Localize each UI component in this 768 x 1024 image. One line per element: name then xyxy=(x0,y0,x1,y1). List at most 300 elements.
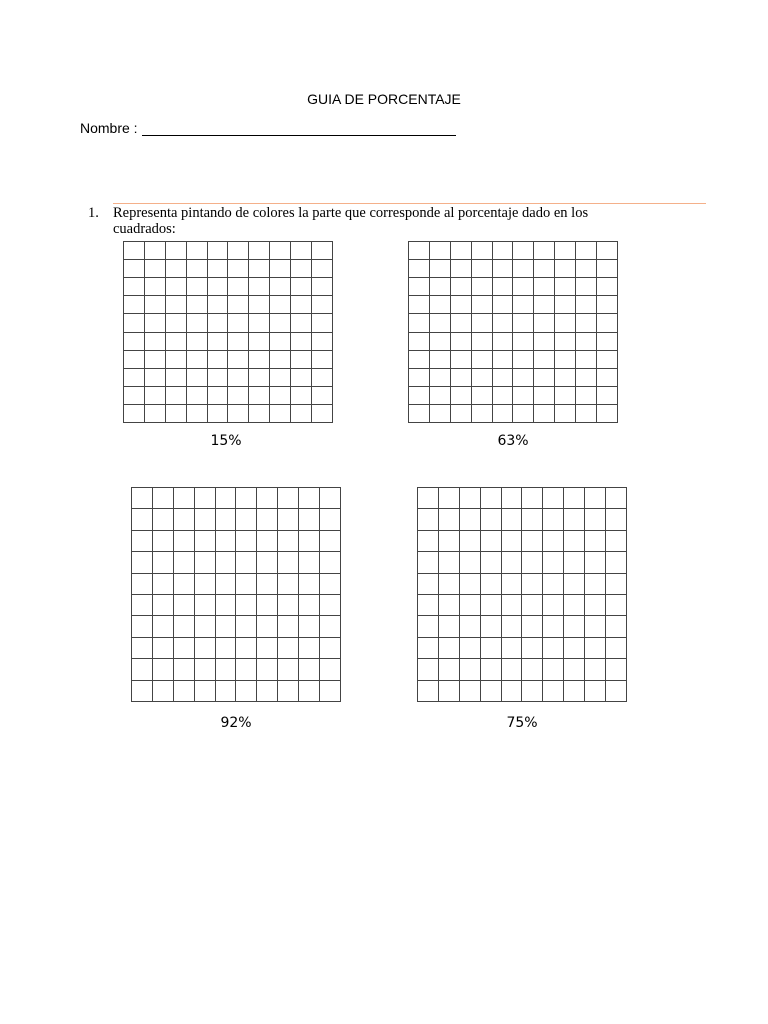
grid-cell[interactable] xyxy=(430,314,451,332)
grid-cell[interactable] xyxy=(228,369,249,387)
grid-cell[interactable] xyxy=(270,405,291,423)
grid-cell[interactable] xyxy=(439,638,460,659)
grid-cell[interactable] xyxy=(555,278,576,296)
grid-cell[interactable] xyxy=(228,296,249,314)
grid-cell[interactable] xyxy=(439,659,460,680)
grid-cell[interactable] xyxy=(208,296,229,314)
grid-cell[interactable] xyxy=(451,369,472,387)
grid-cell[interactable] xyxy=(124,314,145,332)
grid-cell[interactable] xyxy=(481,681,502,702)
grid-cell[interactable] xyxy=(312,351,333,369)
grid-cell[interactable] xyxy=(257,531,278,552)
grid-cell[interactable] xyxy=(195,616,216,637)
grid-cell[interactable] xyxy=(585,638,606,659)
grid-cell[interactable] xyxy=(132,659,153,680)
grid-cell[interactable] xyxy=(555,296,576,314)
grid-cell[interactable] xyxy=(270,260,291,278)
grid-cell[interactable] xyxy=(257,574,278,595)
grid-cell[interactable] xyxy=(555,242,576,260)
grid-cell[interactable] xyxy=(174,616,195,637)
grid-cell[interactable] xyxy=(502,574,523,595)
grid-cell[interactable] xyxy=(278,488,299,509)
grid-cell[interactable] xyxy=(124,351,145,369)
grid-cell[interactable] xyxy=(564,595,585,616)
grid-cell[interactable] xyxy=(460,488,481,509)
grid-cell[interactable] xyxy=(187,405,208,423)
grid-cell[interactable] xyxy=(291,260,312,278)
grid-cell[interactable] xyxy=(564,681,585,702)
grid-cell[interactable] xyxy=(522,488,543,509)
grid-cell[interactable] xyxy=(451,260,472,278)
grid-cell[interactable] xyxy=(291,369,312,387)
grid-cell[interactable] xyxy=(249,405,270,423)
grid-cell[interactable] xyxy=(320,488,341,509)
grid-cell[interactable] xyxy=(481,488,502,509)
grid-cell[interactable] xyxy=(576,351,597,369)
grid-cell[interactable] xyxy=(187,387,208,405)
grid-cell[interactable] xyxy=(555,387,576,405)
grid-cell[interactable] xyxy=(124,369,145,387)
grid-cell[interactable] xyxy=(299,574,320,595)
grid-cell[interactable] xyxy=(502,638,523,659)
grid-cell[interactable] xyxy=(409,314,430,332)
grid-cell[interactable] xyxy=(472,387,493,405)
grid-cell[interactable] xyxy=(606,509,627,530)
grid-cell[interactable] xyxy=(597,369,618,387)
grid-cell[interactable] xyxy=(166,314,187,332)
grid-cell[interactable] xyxy=(187,296,208,314)
grid-cell[interactable] xyxy=(236,552,257,573)
grid-cell[interactable] xyxy=(166,387,187,405)
grid-cell[interactable] xyxy=(418,681,439,702)
grid-cell[interactable] xyxy=(291,405,312,423)
grid-cell[interactable] xyxy=(174,595,195,616)
hundred-grid-92[interactable] xyxy=(131,487,341,702)
grid-cell[interactable] xyxy=(153,509,174,530)
grid-cell[interactable] xyxy=(132,595,153,616)
grid-cell[interactable] xyxy=(153,552,174,573)
grid-cell[interactable] xyxy=(430,333,451,351)
grid-cell[interactable] xyxy=(460,638,481,659)
grid-cell[interactable] xyxy=(208,242,229,260)
grid-cell[interactable] xyxy=(606,595,627,616)
grid-cell[interactable] xyxy=(174,659,195,680)
grid-cell[interactable] xyxy=(187,260,208,278)
grid-cell[interactable] xyxy=(409,369,430,387)
grid-cell[interactable] xyxy=(195,681,216,702)
grid-cell[interactable] xyxy=(312,369,333,387)
grid-cell[interactable] xyxy=(513,369,534,387)
grid-cell[interactable] xyxy=(145,260,166,278)
grid-cell[interactable] xyxy=(187,369,208,387)
grid-cell[interactable] xyxy=(236,509,257,530)
grid-cell[interactable] xyxy=(249,333,270,351)
grid-cell[interactable] xyxy=(585,509,606,530)
grid-cell[interactable] xyxy=(236,638,257,659)
grid-cell[interactable] xyxy=(576,333,597,351)
grid-cell[interactable] xyxy=(278,616,299,637)
grid-cell[interactable] xyxy=(299,509,320,530)
grid-cell[interactable] xyxy=(270,333,291,351)
grid-cell[interactable] xyxy=(320,638,341,659)
grid-cell[interactable] xyxy=(249,260,270,278)
grid-cell[interactable] xyxy=(585,574,606,595)
grid-cell[interactable] xyxy=(270,278,291,296)
grid-cell[interactable] xyxy=(195,574,216,595)
grid-cell[interactable] xyxy=(195,488,216,509)
grid-cell[interactable] xyxy=(166,369,187,387)
grid-cell[interactable] xyxy=(576,369,597,387)
grid-cell[interactable] xyxy=(228,333,249,351)
grid-cell[interactable] xyxy=(493,260,514,278)
grid-cell[interactable] xyxy=(278,552,299,573)
grid-cell[interactable] xyxy=(216,509,237,530)
grid-cell[interactable] xyxy=(278,574,299,595)
grid-cell[interactable] xyxy=(153,531,174,552)
grid-cell[interactable] xyxy=(439,509,460,530)
grid-cell[interactable] xyxy=(236,574,257,595)
grid-cell[interactable] xyxy=(249,278,270,296)
grid-cell[interactable] xyxy=(208,369,229,387)
grid-cell[interactable] xyxy=(597,242,618,260)
grid-cell[interactable] xyxy=(249,242,270,260)
grid-cell[interactable] xyxy=(270,314,291,332)
grid-cell[interactable] xyxy=(166,260,187,278)
grid-cell[interactable] xyxy=(502,509,523,530)
grid-cell[interactable] xyxy=(451,351,472,369)
grid-cell[interactable] xyxy=(576,405,597,423)
grid-cell[interactable] xyxy=(481,509,502,530)
grid-cell[interactable] xyxy=(564,616,585,637)
grid-cell[interactable] xyxy=(460,616,481,637)
grid-cell[interactable] xyxy=(299,531,320,552)
grid-cell[interactable] xyxy=(208,405,229,423)
grid-cell[interactable] xyxy=(312,296,333,314)
grid-cell[interactable] xyxy=(195,509,216,530)
grid-cell[interactable] xyxy=(481,574,502,595)
grid-cell[interactable] xyxy=(208,278,229,296)
grid-cell[interactable] xyxy=(208,314,229,332)
grid-cell[interactable] xyxy=(606,616,627,637)
grid-cell[interactable] xyxy=(522,574,543,595)
grid-cell[interactable] xyxy=(451,278,472,296)
grid-cell[interactable] xyxy=(522,638,543,659)
grid-cell[interactable] xyxy=(564,574,585,595)
grid-cell[interactable] xyxy=(543,638,564,659)
grid-cell[interactable] xyxy=(228,405,249,423)
grid-cell[interactable] xyxy=(513,278,534,296)
grid-cell[interactable] xyxy=(299,595,320,616)
grid-cell[interactable] xyxy=(513,405,534,423)
grid-cell[interactable] xyxy=(555,369,576,387)
grid-cell[interactable] xyxy=(576,242,597,260)
grid-cell[interactable] xyxy=(513,260,534,278)
grid-cell[interactable] xyxy=(439,616,460,637)
grid-cell[interactable] xyxy=(418,574,439,595)
grid-cell[interactable] xyxy=(145,278,166,296)
grid-cell[interactable] xyxy=(216,488,237,509)
grid-cell[interactable] xyxy=(257,552,278,573)
grid-cell[interactable] xyxy=(166,405,187,423)
grid-cell[interactable] xyxy=(145,242,166,260)
grid-cell[interactable] xyxy=(312,405,333,423)
hundred-grid-75[interactable] xyxy=(417,487,627,702)
grid-cell[interactable] xyxy=(451,296,472,314)
grid-cell[interactable] xyxy=(418,488,439,509)
grid-cell[interactable] xyxy=(481,595,502,616)
grid-cell[interactable] xyxy=(576,278,597,296)
grid-cell[interactable] xyxy=(534,333,555,351)
grid-cell[interactable] xyxy=(166,296,187,314)
grid-cell[interactable] xyxy=(502,659,523,680)
grid-cell[interactable] xyxy=(145,296,166,314)
grid-cell[interactable] xyxy=(493,314,514,332)
grid-cell[interactable] xyxy=(132,488,153,509)
grid-cell[interactable] xyxy=(606,488,627,509)
grid-cell[interactable] xyxy=(606,574,627,595)
grid-cell[interactable] xyxy=(564,552,585,573)
grid-cell[interactable] xyxy=(460,595,481,616)
grid-cell[interactable] xyxy=(249,387,270,405)
grid-cell[interactable] xyxy=(597,278,618,296)
grid-cell[interactable] xyxy=(493,405,514,423)
grid-cell[interactable] xyxy=(409,351,430,369)
grid-cell[interactable] xyxy=(291,314,312,332)
grid-cell[interactable] xyxy=(132,616,153,637)
grid-cell[interactable] xyxy=(409,278,430,296)
grid-cell[interactable] xyxy=(174,488,195,509)
grid-cell[interactable] xyxy=(236,616,257,637)
grid-cell[interactable] xyxy=(606,531,627,552)
grid-cell[interactable] xyxy=(291,351,312,369)
grid-cell[interactable] xyxy=(291,333,312,351)
grid-cell[interactable] xyxy=(195,531,216,552)
grid-cell[interactable] xyxy=(564,509,585,530)
grid-cell[interactable] xyxy=(522,659,543,680)
grid-cell[interactable] xyxy=(187,314,208,332)
grid-cell[interactable] xyxy=(543,681,564,702)
grid-cell[interactable] xyxy=(534,351,555,369)
grid-cell[interactable] xyxy=(430,405,451,423)
grid-cell[interactable] xyxy=(472,296,493,314)
grid-cell[interactable] xyxy=(409,405,430,423)
grid-cell[interactable] xyxy=(555,405,576,423)
grid-cell[interactable] xyxy=(472,351,493,369)
grid-cell[interactable] xyxy=(174,638,195,659)
grid-cell[interactable] xyxy=(228,260,249,278)
grid-cell[interactable] xyxy=(216,595,237,616)
grid-cell[interactable] xyxy=(174,574,195,595)
grid-cell[interactable] xyxy=(460,681,481,702)
grid-cell[interactable] xyxy=(451,242,472,260)
grid-cell[interactable] xyxy=(502,616,523,637)
grid-cell[interactable] xyxy=(543,595,564,616)
grid-cell[interactable] xyxy=(270,351,291,369)
grid-cell[interactable] xyxy=(174,552,195,573)
grid-cell[interactable] xyxy=(278,531,299,552)
grid-cell[interactable] xyxy=(145,405,166,423)
grid-cell[interactable] xyxy=(543,659,564,680)
grid-cell[interactable] xyxy=(228,314,249,332)
grid-cell[interactable] xyxy=(278,681,299,702)
grid-cell[interactable] xyxy=(522,595,543,616)
grid-cell[interactable] xyxy=(270,369,291,387)
grid-cell[interactable] xyxy=(153,488,174,509)
grid-cell[interactable] xyxy=(585,531,606,552)
grid-cell[interactable] xyxy=(299,681,320,702)
grid-cell[interactable] xyxy=(543,552,564,573)
grid-cell[interactable] xyxy=(257,509,278,530)
grid-cell[interactable] xyxy=(481,638,502,659)
grid-cell[interactable] xyxy=(124,260,145,278)
grid-cell[interactable] xyxy=(299,616,320,637)
grid-cell[interactable] xyxy=(585,616,606,637)
grid-cell[interactable] xyxy=(153,595,174,616)
grid-cell[interactable] xyxy=(228,387,249,405)
grid-cell[interactable] xyxy=(543,616,564,637)
grid-cell[interactable] xyxy=(585,595,606,616)
grid-cell[interactable] xyxy=(430,351,451,369)
grid-cell[interactable] xyxy=(418,509,439,530)
grid-cell[interactable] xyxy=(460,531,481,552)
grid-cell[interactable] xyxy=(166,242,187,260)
grid-cell[interactable] xyxy=(564,659,585,680)
grid-cell[interactable] xyxy=(257,659,278,680)
grid-cell[interactable] xyxy=(236,681,257,702)
grid-cell[interactable] xyxy=(543,574,564,595)
grid-cell[interactable] xyxy=(312,314,333,332)
grid-cell[interactable] xyxy=(522,552,543,573)
grid-cell[interactable] xyxy=(597,387,618,405)
hundred-grid-15[interactable] xyxy=(123,241,333,423)
name-blank-line[interactable] xyxy=(142,121,456,136)
grid-cell[interactable] xyxy=(409,260,430,278)
grid-cell[interactable] xyxy=(597,314,618,332)
grid-cell[interactable] xyxy=(153,659,174,680)
grid-cell[interactable] xyxy=(312,333,333,351)
grid-cell[interactable] xyxy=(409,296,430,314)
grid-cell[interactable] xyxy=(249,314,270,332)
grid-cell[interactable] xyxy=(278,638,299,659)
grid-cell[interactable] xyxy=(430,260,451,278)
grid-cell[interactable] xyxy=(472,260,493,278)
grid-cell[interactable] xyxy=(513,242,534,260)
grid-cell[interactable] xyxy=(597,260,618,278)
grid-cell[interactable] xyxy=(472,405,493,423)
grid-cell[interactable] xyxy=(502,552,523,573)
grid-cell[interactable] xyxy=(472,242,493,260)
grid-cell[interactable] xyxy=(555,314,576,332)
hundred-grid-63[interactable] xyxy=(408,241,618,423)
grid-cell[interactable] xyxy=(236,659,257,680)
grid-cell[interactable] xyxy=(132,574,153,595)
grid-cell[interactable] xyxy=(320,509,341,530)
grid-cell[interactable] xyxy=(409,333,430,351)
grid-cell[interactable] xyxy=(451,314,472,332)
grid-cell[interactable] xyxy=(439,574,460,595)
grid-cell[interactable] xyxy=(208,333,229,351)
grid-cell[interactable] xyxy=(543,488,564,509)
grid-cell[interactable] xyxy=(291,278,312,296)
grid-cell[interactable] xyxy=(195,638,216,659)
grid-cell[interactable] xyxy=(124,278,145,296)
grid-cell[interactable] xyxy=(228,278,249,296)
grid-cell[interactable] xyxy=(195,552,216,573)
grid-cell[interactable] xyxy=(472,333,493,351)
grid-cell[interactable] xyxy=(502,595,523,616)
grid-cell[interactable] xyxy=(460,509,481,530)
grid-cell[interactable] xyxy=(534,314,555,332)
grid-cell[interactable] xyxy=(216,531,237,552)
grid-cell[interactable] xyxy=(481,616,502,637)
grid-cell[interactable] xyxy=(257,595,278,616)
grid-cell[interactable] xyxy=(555,260,576,278)
grid-cell[interactable] xyxy=(534,278,555,296)
grid-cell[interactable] xyxy=(418,595,439,616)
grid-cell[interactable] xyxy=(278,659,299,680)
grid-cell[interactable] xyxy=(513,314,534,332)
grid-cell[interactable] xyxy=(555,351,576,369)
grid-cell[interactable] xyxy=(249,296,270,314)
grid-cell[interactable] xyxy=(513,387,534,405)
grid-cell[interactable] xyxy=(257,616,278,637)
grid-cell[interactable] xyxy=(320,616,341,637)
grid-cell[interactable] xyxy=(439,595,460,616)
grid-cell[interactable] xyxy=(606,681,627,702)
grid-cell[interactable] xyxy=(278,595,299,616)
grid-cell[interactable] xyxy=(493,296,514,314)
grid-cell[interactable] xyxy=(502,488,523,509)
grid-cell[interactable] xyxy=(312,260,333,278)
grid-cell[interactable] xyxy=(249,351,270,369)
grid-cell[interactable] xyxy=(124,405,145,423)
grid-cell[interactable] xyxy=(153,574,174,595)
grid-cell[interactable] xyxy=(597,405,618,423)
grid-cell[interactable] xyxy=(236,531,257,552)
grid-cell[interactable] xyxy=(216,638,237,659)
grid-cell[interactable] xyxy=(320,552,341,573)
grid-cell[interactable] xyxy=(208,260,229,278)
grid-cell[interactable] xyxy=(320,659,341,680)
grid-cell[interactable] xyxy=(257,681,278,702)
grid-cell[interactable] xyxy=(534,260,555,278)
grid-cell[interactable] xyxy=(418,638,439,659)
grid-cell[interactable] xyxy=(291,296,312,314)
grid-cell[interactable] xyxy=(543,531,564,552)
grid-cell[interactable] xyxy=(472,314,493,332)
grid-cell[interactable] xyxy=(278,509,299,530)
grid-cell[interactable] xyxy=(270,296,291,314)
grid-cell[interactable] xyxy=(606,638,627,659)
grid-cell[interactable] xyxy=(481,552,502,573)
grid-cell[interactable] xyxy=(522,681,543,702)
grid-cell[interactable] xyxy=(174,681,195,702)
grid-cell[interactable] xyxy=(257,638,278,659)
grid-cell[interactable] xyxy=(124,242,145,260)
grid-cell[interactable] xyxy=(534,242,555,260)
grid-cell[interactable] xyxy=(124,333,145,351)
grid-cell[interactable] xyxy=(534,387,555,405)
grid-cell[interactable] xyxy=(493,387,514,405)
grid-cell[interactable] xyxy=(534,296,555,314)
grid-cell[interactable] xyxy=(132,638,153,659)
grid-cell[interactable] xyxy=(460,574,481,595)
grid-cell[interactable] xyxy=(585,681,606,702)
grid-cell[interactable] xyxy=(597,333,618,351)
grid-cell[interactable] xyxy=(132,681,153,702)
grid-cell[interactable] xyxy=(228,351,249,369)
grid-cell[interactable] xyxy=(502,531,523,552)
